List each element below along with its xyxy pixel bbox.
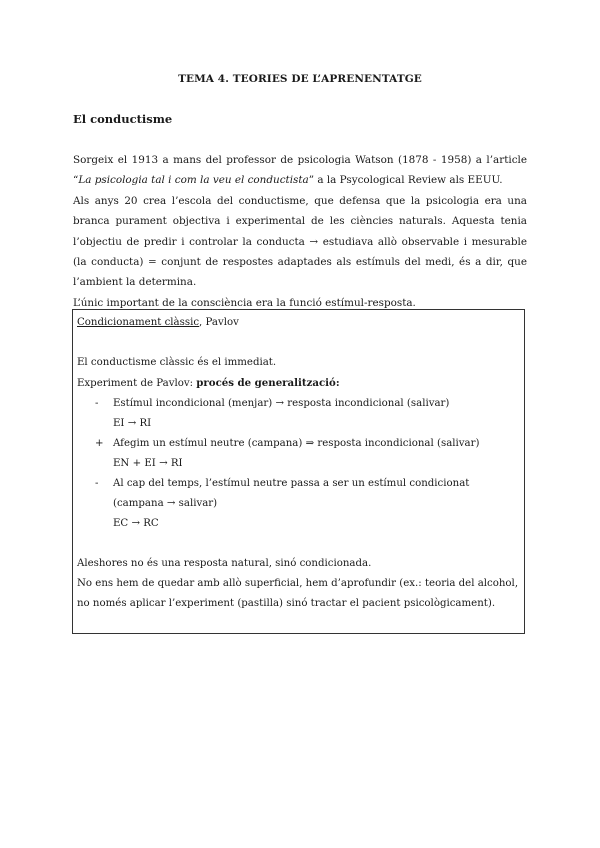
list-item — [77, 394, 522, 414]
box-heading — [77, 313, 522, 333]
formula: EN + EI → RI — [113, 458, 183, 469]
article-title: La psicologia tal i com la veu el conductista — [78, 174, 309, 187]
intro-paragraph-3: L’únic important de la consciència era la funció estímul-resposta. — [73, 296, 416, 309]
box-line-1: El conductisme clàssic és el immediat. — [77, 357, 277, 368]
box-heading-rest: , Pavlov — [199, 317, 239, 328]
box-line-2-start: Experiment de Pavlov: — [77, 378, 197, 389]
conditioning-box — [72, 309, 525, 634]
page-title: TEMA 4. TEORIES DE L’APRENENTATGE — [178, 73, 422, 85]
intro-paragraph-2: Als anys 20 crea l’escola del conductisme, que defensa que la psicologia era una branca purament objectiva i experimental de les ciències naturals. Aquesta tenia l’objectiu de predir i controlar la conducta → estudiava allò observable i mesurable (la conducta) = conjunt de respostes adaptades als estímuls del medi, és a dir, que l’ambient la determina. — [73, 194, 527, 289]
bullet-marker: + — [95, 438, 104, 449]
list-item — [77, 434, 522, 454]
intro-paragraph-1 — [73, 150, 527, 191]
bullet-marker: - — [95, 478, 99, 489]
list-item-text: Al cap del temps, l’estímul neutre passa a ser un estímul condicionat (campana → salivar) — [113, 478, 470, 509]
bullet-marker: - — [95, 398, 99, 409]
intro-paragraph-1-end: ” a la Psycological Review als EEUU. — [308, 174, 503, 187]
box-line-4: No ens hem de quedar amb allò superficial, hem d’aprofundir (ex.: teoria del alcohol, no només aplicar l’experiment (pastilla) sinó tractar el pacient psicològicament). — [77, 578, 519, 609]
box-line-3: Aleshores no és una resposta natural, sinó condicionada. — [77, 558, 372, 569]
list-item-text: Estímul incondicional (menjar) → resposta incondicional (salivar) — [113, 398, 450, 409]
box-heading-underlined: Condicionament clàssic — [77, 317, 200, 328]
intro-paragraph-1-start: Sorgeix el 1913 a mans del professor de psicologia Watson (1878 - 1958) a l’article “ — [73, 154, 527, 187]
box-line-2 — [77, 373, 522, 394]
spacer — [77, 534, 522, 554]
box-line-2-bold: procés de generalització: — [196, 377, 340, 389]
intro-text — [73, 150, 527, 313]
conditioning-box-content — [77, 313, 522, 614]
formula: EI → RI — [113, 418, 152, 429]
list-item — [77, 474, 522, 514]
list-item-text: Afegim un estímul neutre (campana) ⇒ resposta incondicional (salivar) — [113, 438, 480, 449]
section-title: El conductisme — [73, 112, 173, 126]
formula: EC → RC — [113, 518, 159, 529]
spacer — [77, 333, 522, 353]
